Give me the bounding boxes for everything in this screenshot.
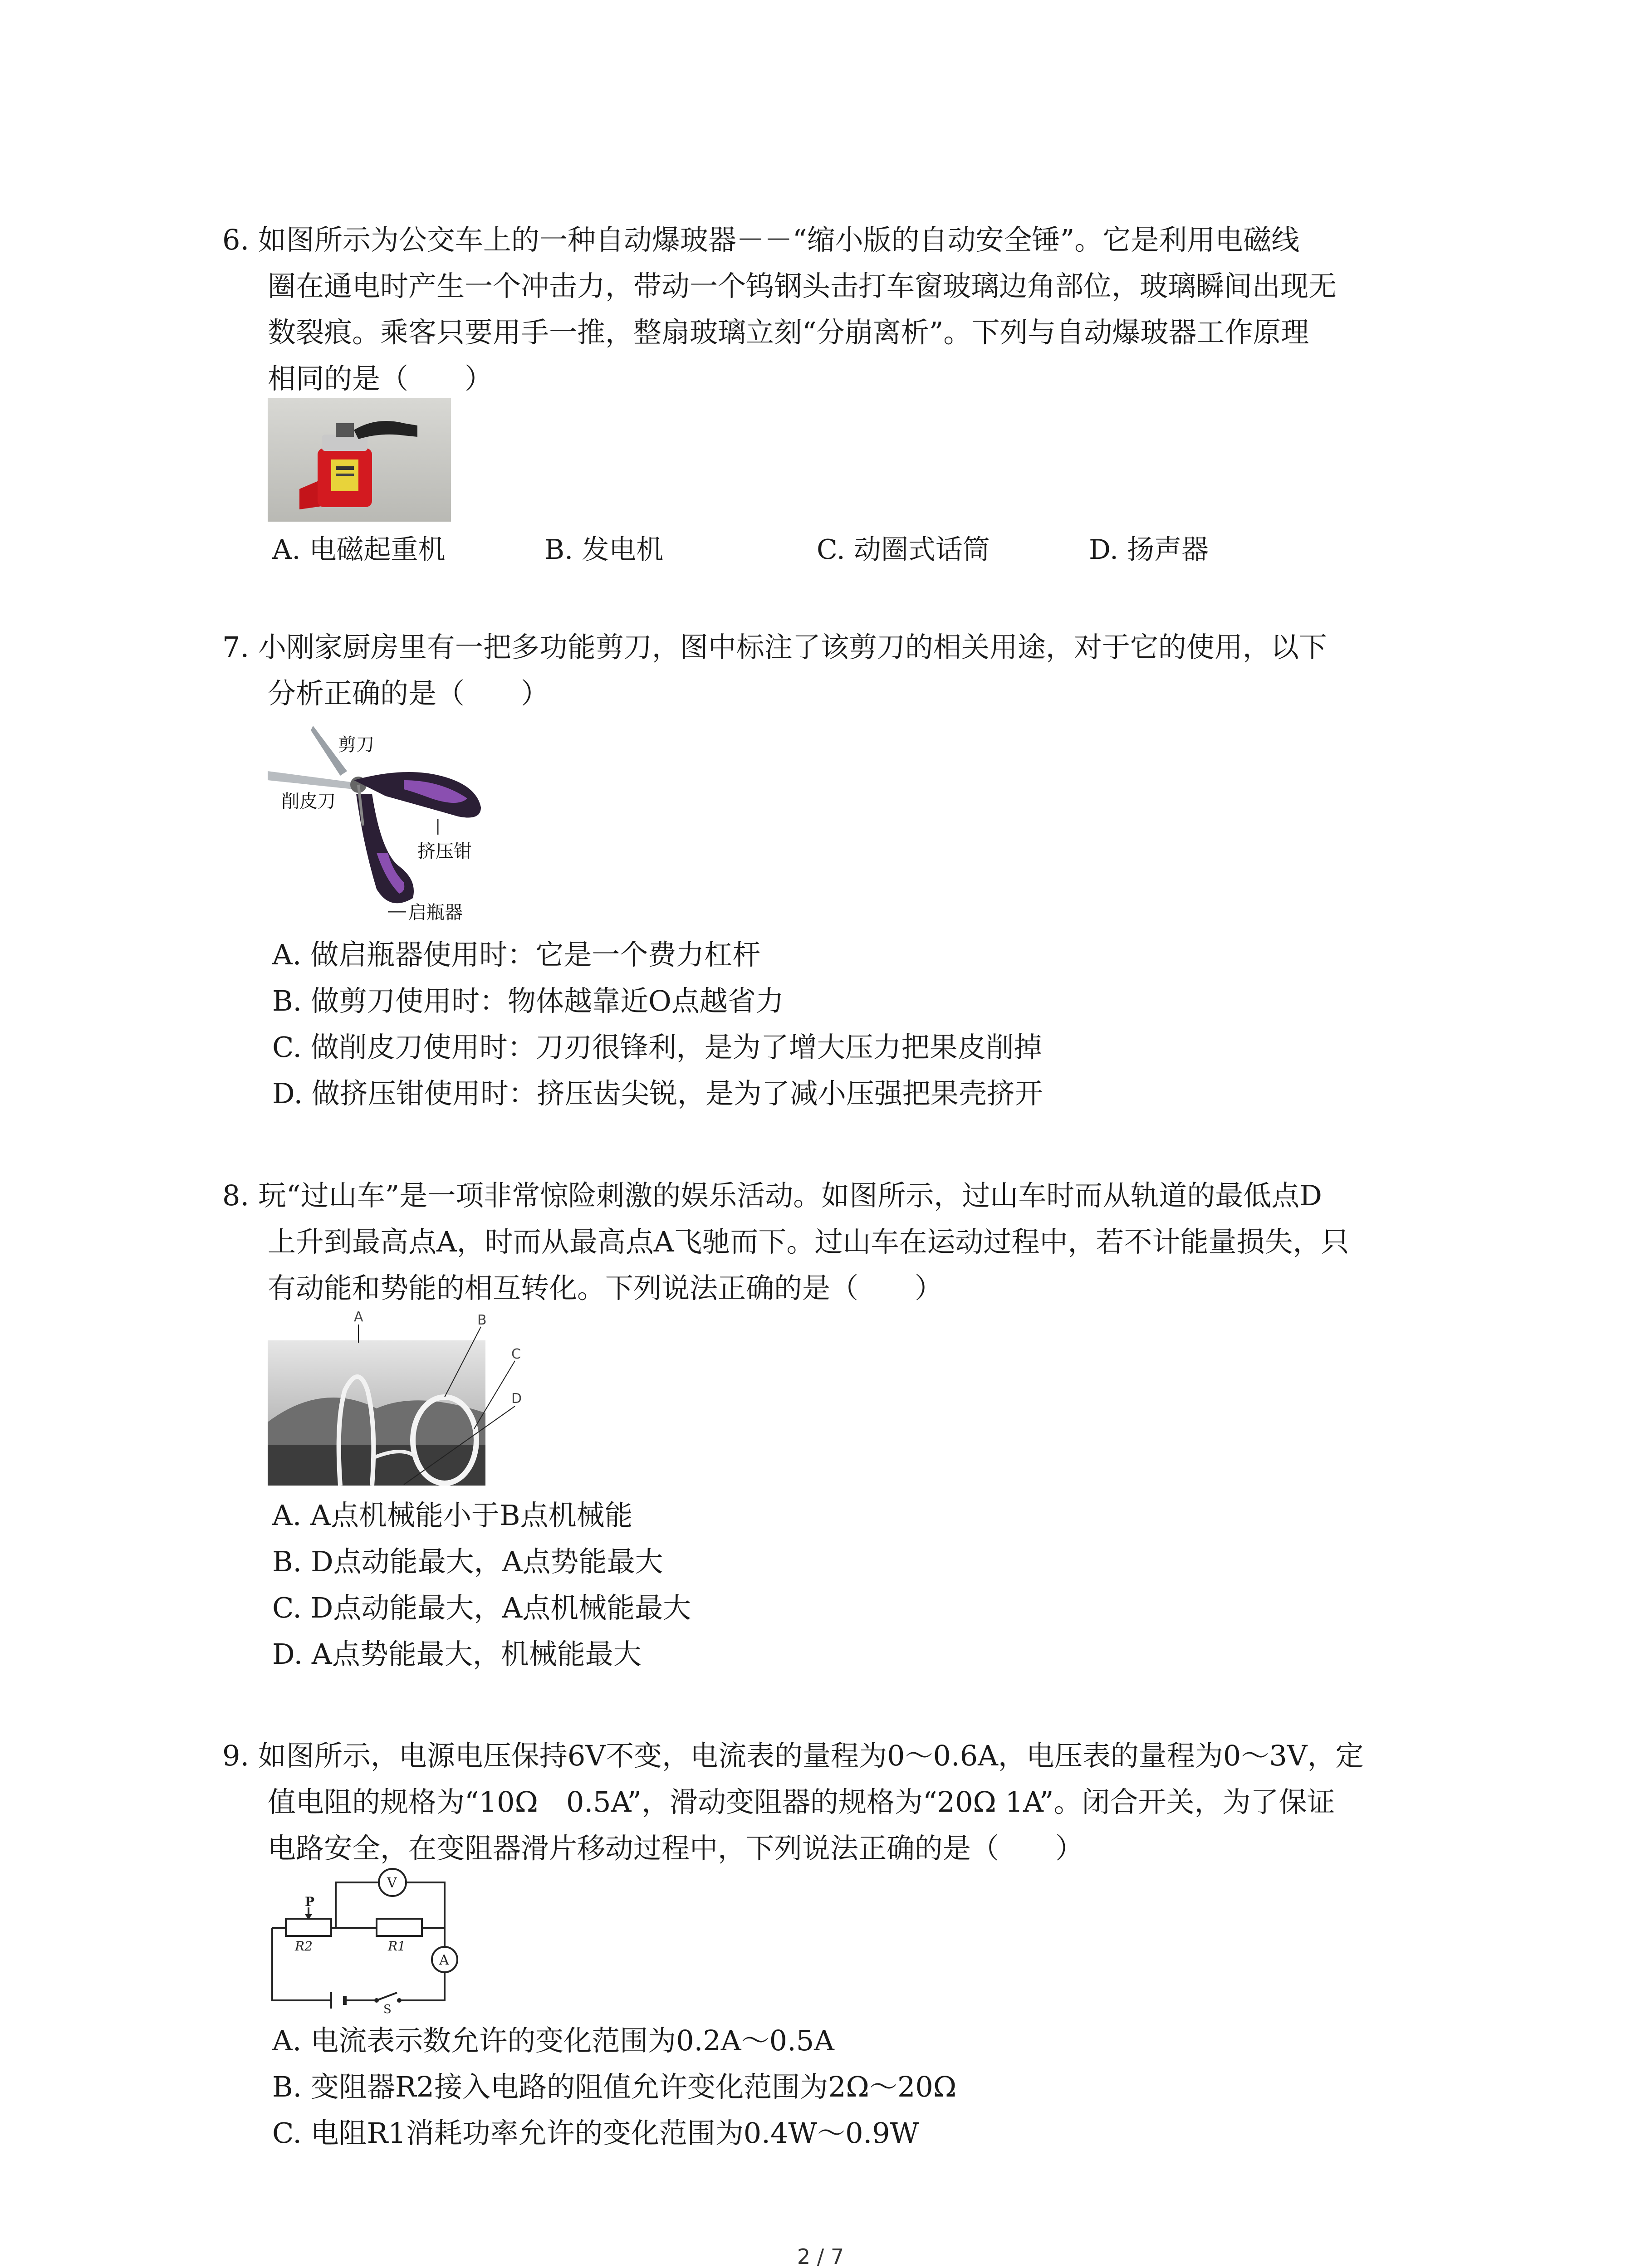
label-d: D [511,1391,522,1407]
question-number: 7. [222,631,250,664]
question-8-line-1: 8. 玩“过山车”是一项非常惊险刺激的娱乐活动。如图所示，过山车时而从轨道的最低点D [222,1179,1322,1212]
label-a: A [354,1309,363,1325]
option-d[interactable]: D. 扬声器 [1089,534,1209,566]
label-scissors: 剪刀 [338,734,374,755]
question-7-line-1: 7. 小刚家厨房里有一把多功能剪刀，图中标注了该剪刀的相关用途，对于它的使用，以下 [222,631,1327,664]
question-9 [222,1733,1474,1872]
question-8-line-3: 有动能和势能的相互转化。下列说法正确的是（ ） [268,1271,943,1305]
option-c[interactable]: C. D点动能最大，A点机械能最大 [272,1591,691,1624]
question-7 [222,624,1474,717]
label-r1: R1 [388,1939,406,1954]
question-6-options [272,528,1270,564]
label-peeler: 削皮刀 [281,791,336,812]
question-9-line-3: 电路安全，在变阻器滑片移动过程中，下列说法正确的是（ ） [268,1832,1084,1865]
option-d[interactable]: D. A点势能最大，机械能最大 [272,1637,642,1671]
question-number: 8. [222,1179,250,1212]
question-7-options [272,932,1452,1117]
circuit-diagram [268,1864,467,2014]
scissors-figure [268,717,522,930]
question-6-line-4: 相同的是（ ） [268,362,493,395]
option-a[interactable]: A. A点机械能小于B点机械能 [272,1499,633,1532]
label-a: A [439,1952,449,1968]
label-s: S [383,2003,392,2014]
question-6 [222,217,1474,402]
question-8 [222,1173,1474,1311]
option-c[interactable]: C. 动圈式话筒 [817,534,990,566]
option-a[interactable]: A. 电流表示数允许的变化范围为0.2A～0.5A [272,2024,834,2057]
question-9-line-2: 值电阻的规格为“10Ω 0.5A”，滑动变阻器的规格为“20Ω 1A”。闭合开关，为了保证 [268,1785,1335,1818]
question-8-options [272,1492,1452,1677]
option-c[interactable]: C. 电阻R1消耗功率允许的变化范围为0.4W～0.9W [272,2116,919,2150]
option-c[interactable]: C. 做削皮刀使用时：刀刃很锋利，是为了增大压力把果皮削掉 [272,1031,1042,1064]
question-9-line-1: 9. 如图所示，电源电压保持6V不变，电流表的量程为0～0.6A，电压表的量程为0～3V，定 [222,1739,1364,1772]
option-b[interactable]: B. 发电机 [544,534,664,566]
option-a[interactable]: A. 做启瓶器使用时：它是一个费力杠杆 [272,938,761,971]
option-b[interactable]: B. D点动能最大，A点势能最大 [272,1545,663,1578]
question-8-line-2: 上升到最高点A，时而从最高点A飞驰而下。过山车在运动过程中，若不计能量损失，只 [268,1225,1349,1258]
option-b[interactable]: B. 变阻器R2接入电路的阻值允许变化范围为2Ω～20Ω [272,2070,957,2103]
question-6-line-2: 圈在通电时产生一个冲击力，带动一个钨钢头击打车窗玻璃边角部位，玻璃瞬间出现无 [268,269,1337,303]
label-v: V [387,1875,397,1891]
page-number: 2 / 7 [797,2244,844,2268]
question-9-options [272,2018,1452,2156]
label-squeeze-pliers: 挤压钳 [417,841,472,862]
option-a[interactable]: A. 电磁起重机 [272,534,446,566]
label-bottle-opener: 启瓶器 [408,902,463,923]
roller-coaster-figure [268,1309,540,1486]
question-7-line-2: 分析正确的是（ ） [268,677,549,710]
option-b[interactable]: B. 做剪刀使用时：物体越靠近O点越省力 [272,984,784,1017]
question-6-line-1: 6. 如图所示为公交车上的一种自动爆玻器－－“缩小版的自动安全锤”。它是利用电磁线 [222,223,1300,256]
question-number: 9. [222,1739,250,1772]
window-breaker-photo [268,398,451,522]
label-p: P [305,1894,315,1909]
label-r2: R2 [295,1939,313,1954]
label-b: B [477,1312,487,1328]
option-d[interactable]: D. 做挤压钳使用时：挤压齿尖锐，是为了减小压强把果壳挤开 [272,1077,1043,1110]
question-number: 6. [222,223,250,256]
question-6-line-3: 数裂痕。乘客只要用手一推，整扇玻璃立刻“分崩离析”。下列与自动爆玻器工作原理 [268,316,1309,349]
label-c: C [511,1346,521,1362]
